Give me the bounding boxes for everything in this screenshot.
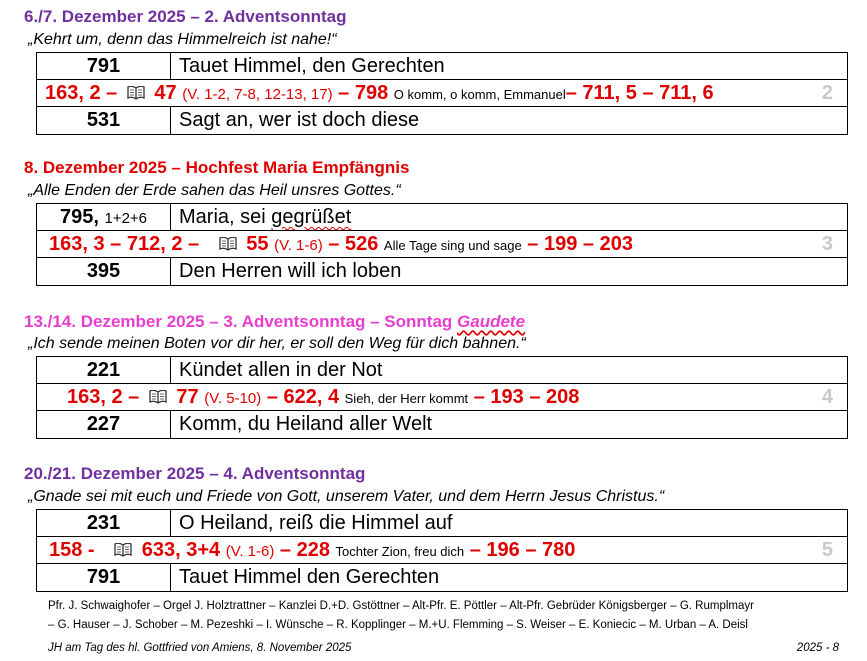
section-3-quote: „Ich sende meinen Boten vor dir her, er soll den Weg für dich bahnen.“ xyxy=(28,335,526,352)
liturgy-part: – 199 – 203 xyxy=(527,233,633,255)
song-title-small: O komm, o komm, Emmanuel xyxy=(393,87,566,102)
song-title-part: gegrüßet xyxy=(271,206,352,228)
verses: (V. 1-6) xyxy=(274,237,323,254)
section-2-quote: „Alle Enden der Erde sahen das Heil unsres Gottes.“ xyxy=(28,182,401,199)
song-title-small: Alle Tage sing und sage xyxy=(383,238,522,253)
liturgy-part: 163, 2 – xyxy=(45,82,118,104)
liturgy-part: – 526 xyxy=(328,233,379,255)
document-author-date: JH am Tag des hl. Gottfried von Amiens, 8. November 2025 xyxy=(48,642,352,654)
song-number: 531 xyxy=(37,107,171,134)
liturgy-line xyxy=(45,80,714,107)
footer-credits-line-1: Pfr. J. Schwaighofer – Orgel J. Holztrattner – Kanzlei D.+D. Gstöttner – Alt-Pfr. E. Pöttler – Alt-Pfr. Gebrüder Königsberger – G. Rumplmayr xyxy=(48,600,754,612)
song-number: 221 xyxy=(37,357,171,383)
liturgy-part: – 798 xyxy=(338,82,389,104)
book-icon xyxy=(149,390,167,404)
book-icon xyxy=(219,237,237,251)
section-title-part: 13./14. Dezember 2025 – 3. Adventsonntag – Sonntag xyxy=(24,312,458,331)
song-title xyxy=(179,204,351,230)
footer-credits-line-2: – G. Hauser – J. Schober – M. Pezeshki – I. Wünsche – R. Kopplinger – M.+U. Flemming – S. Weiser – E. Koniecic – M. Urban – A. Deisl xyxy=(48,619,748,631)
table-row xyxy=(37,384,847,411)
section-1-title: 6./7. Dezember 2025 – 2. Adventsonntag xyxy=(24,7,347,26)
book-icon xyxy=(127,86,145,100)
psalm-number: 55 xyxy=(246,233,269,255)
liturgy-part: – 711, 5 – 711, 6 xyxy=(565,82,714,104)
psalm-number: 47 xyxy=(154,82,177,104)
song-number: 231 xyxy=(37,510,171,536)
song-number: 395 xyxy=(37,258,171,285)
song-title: O Heiland, reiß die Himmel auf xyxy=(179,512,453,534)
table-row xyxy=(37,231,847,258)
song-number: 227 xyxy=(37,411,171,438)
liturgy-part: – 196 – 780 xyxy=(469,539,576,561)
liturgy-line xyxy=(49,231,633,258)
table-row xyxy=(37,204,847,231)
table-row xyxy=(37,411,847,438)
verses: (V. 5-10) xyxy=(204,390,262,407)
liturgy-part: – 622, 4 xyxy=(266,386,340,408)
verses: (V. 1-2, 7-8, 12-13, 17) xyxy=(182,86,333,103)
song-title-small: Sieh, der Herr kommt xyxy=(344,391,469,406)
table-row xyxy=(37,357,847,384)
song-title: Den Herren will ich loben xyxy=(179,260,402,282)
song-title: Komm, du Heiland aller Welt xyxy=(179,413,433,435)
song-number-main: 795, xyxy=(59,206,99,228)
section-4-table xyxy=(36,509,848,592)
liturgy-part: 163, 3 – 712, 2 – xyxy=(49,233,200,255)
song-number: 791 xyxy=(37,564,171,591)
song-verses: 1+2+6 xyxy=(104,210,148,227)
document-page-number: 2025 - 8 xyxy=(796,642,839,654)
table-row xyxy=(37,564,847,591)
psalm-number: 633, 3+4 xyxy=(141,539,221,561)
liturgy-part: 163, 2 – xyxy=(67,386,140,408)
song-title: Sagt an, wer ist doch diese xyxy=(179,109,420,131)
liturgy-part: – 193 – 208 xyxy=(473,386,580,408)
section-2-table xyxy=(36,203,848,286)
book-icon xyxy=(114,543,132,557)
page-number: 5 xyxy=(821,539,833,561)
section-3-table xyxy=(36,356,848,439)
table-row xyxy=(37,53,847,80)
section-1-quote: „Kehrt um, denn das Himmelreich ist nahe!“ xyxy=(28,31,337,48)
song-title: Tauet Himmel den Gerechten xyxy=(179,566,440,588)
page-number: 4 xyxy=(821,386,833,408)
song-title-small: Tochter Zion, freu dich xyxy=(335,544,465,559)
liturgy-line xyxy=(67,384,579,411)
song-title-part: Maria, sei xyxy=(179,206,272,228)
section-3-title xyxy=(24,312,525,332)
table-row xyxy=(37,258,847,285)
section-4-quote: „Gnade sei mit euch und Friede von Gott, unserem Vater, und dem Herrn Jesus Christus.“ xyxy=(28,488,665,505)
section-4-title: 20./21. Dezember 2025 – 4. Adventsonntag xyxy=(24,464,366,483)
page-number: 3 xyxy=(821,233,833,255)
section-1-table xyxy=(36,52,848,135)
table-row xyxy=(37,537,847,564)
liturgy-line xyxy=(49,537,575,564)
table-row xyxy=(37,107,847,134)
table-row xyxy=(37,80,847,107)
liturgy-part: – 228 xyxy=(279,539,330,561)
song-title: Tauet Himmel, den Gerechten xyxy=(179,55,445,77)
page-number: 2 xyxy=(821,82,833,104)
liturgy-part: 158 - xyxy=(49,539,95,561)
table-row xyxy=(37,510,847,537)
song-number xyxy=(37,204,171,230)
section-2-title: 8. Dezember 2025 – Hochfest Maria Empfängnis xyxy=(24,158,410,177)
section-title-part: Gaudete xyxy=(457,312,526,331)
psalm-number: 77 xyxy=(176,386,199,408)
song-title: Kündet allen in der Not xyxy=(179,359,383,381)
song-number: 791 xyxy=(37,53,171,79)
verses: (V. 1-6) xyxy=(225,543,275,560)
